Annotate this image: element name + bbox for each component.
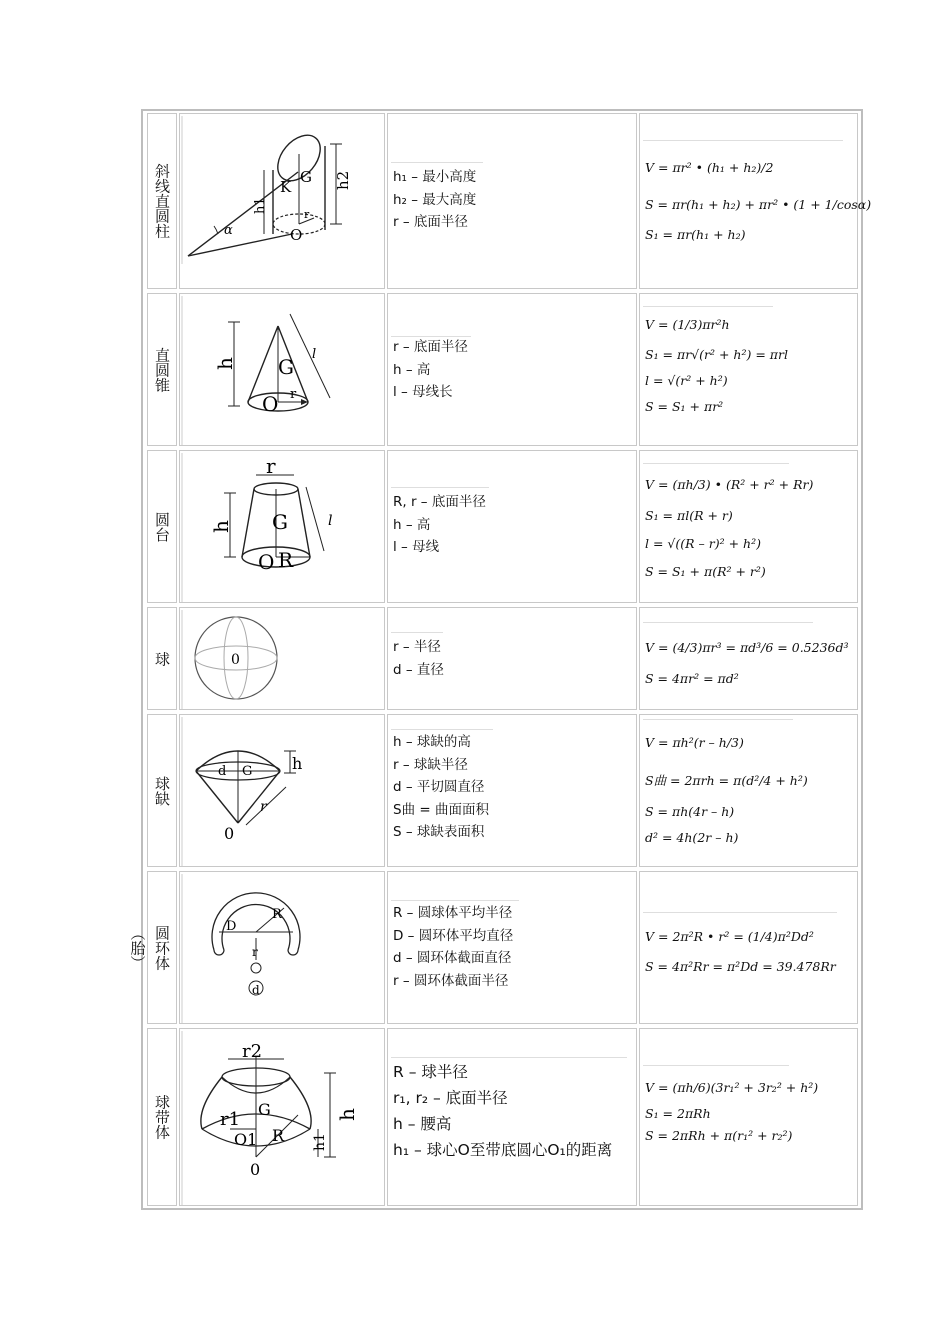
variable-definition: r – 球缺半径: [393, 756, 468, 773]
variable-definition: h – 腰高: [393, 1115, 452, 1133]
variable-definition: h₁ – 球心O至带底圆心O₁的距离: [393, 1141, 613, 1159]
figure-label: 0: [231, 652, 240, 668]
formula-cell: [639, 1028, 858, 1206]
variable-cell: [387, 113, 637, 289]
table-row: [143, 712, 861, 869]
variable-definition: h – 高: [393, 361, 431, 378]
figure-label: h1: [312, 1133, 328, 1151]
formula: S = 4π²Rr = π²Dd = 39.478Rr: [645, 959, 836, 974]
figure-label: h: [335, 1108, 359, 1121]
figure-label: r1: [220, 1109, 241, 1130]
formula: S₁ = πl(R + r): [645, 508, 733, 523]
variable-definition: R – 球半径: [393, 1063, 468, 1081]
figure-label: G: [272, 510, 288, 534]
formula: V = 2π²R • r² = (1/4)π²Dd²: [645, 929, 814, 944]
formula-cell: [639, 113, 872, 289]
table-row: [143, 291, 861, 448]
formula-cell: [639, 450, 858, 603]
figure-label: D: [226, 919, 237, 934]
shape-name-cell: [147, 607, 177, 710]
figure-label: h: [213, 357, 237, 370]
torus-figure: [180, 872, 384, 1023]
figure-label: h1: [253, 197, 268, 214]
formula: S = πh(4r – h): [645, 804, 735, 819]
formula: S = 2πRh + π(r₁² + r₂²): [645, 1128, 793, 1143]
formula: V = πr² • (h₁ + h₂)/2: [645, 160, 774, 175]
table-row: [143, 448, 861, 605]
figure-label: r: [252, 945, 258, 959]
figure-label: r2: [242, 1041, 263, 1062]
formula: S₁ = πr(h₁ + h₂): [645, 227, 746, 242]
variable-definition: d – 直径: [393, 661, 444, 678]
shape-name: 球缺: [153, 775, 171, 806]
figure-cell: [179, 293, 385, 446]
oblique-cylinder-figure: [180, 114, 384, 288]
formula: d² = 4h(2r – h): [645, 830, 739, 845]
figure-cell: [179, 871, 385, 1024]
table-row: [128, 869, 861, 1026]
figure-label: G: [242, 764, 253, 779]
figure-label: K: [280, 178, 292, 196]
formula: S = S₁ + π(R² + r²): [645, 564, 766, 579]
formula: S曲 = 2πrh = π(d²/4 + h²): [645, 773, 808, 788]
figure-label: r: [260, 799, 267, 815]
figure-label: l: [312, 347, 317, 362]
figure-label: h: [209, 520, 233, 533]
figure-label: G: [278, 355, 294, 379]
variable-definition: l – 母线: [393, 539, 440, 555]
figure-label: O: [262, 392, 279, 416]
formula: S = πr(h₁ + h₂) + πr² • (1 + 1/cosα): [645, 197, 872, 212]
sphere-figure: [180, 608, 384, 709]
shape-name: 圆环体（胎）: [128, 925, 171, 970]
figure-cell: [179, 450, 385, 603]
variable-cell: [387, 450, 637, 603]
shape-name: 圆台: [153, 511, 171, 542]
variable-definition: h – 高: [393, 516, 431, 533]
formula-cell: [639, 607, 858, 710]
formula-cell: [639, 293, 858, 446]
figure-label: R: [278, 548, 294, 572]
formula: S₁ = 2πRh: [645, 1106, 711, 1121]
shape-name: 球: [153, 651, 171, 666]
table-row: [143, 111, 872, 291]
variable-definition: r – 底面半径: [393, 214, 468, 230]
variable-definition: d – 圆环体截面直径: [393, 950, 512, 966]
variable-cell: [387, 714, 637, 867]
figure-label: r: [266, 454, 276, 478]
variable-cell: [387, 607, 637, 710]
variable-definition: r₁, r₂ – 底面半径: [393, 1089, 508, 1107]
shape-name-cell: [147, 450, 177, 603]
shape-name-cell: [128, 871, 177, 1024]
variable-definition: d – 平切圆直径: [393, 779, 485, 795]
formula: l = √(r² + h²): [645, 373, 728, 388]
figure-label: r: [304, 208, 310, 221]
shape-name-cell: [147, 1028, 177, 1206]
variable-definition: r – 底面半径: [393, 339, 468, 355]
figure-label: 0: [250, 1160, 261, 1179]
variable-definition: S曲 = 曲面面积: [393, 801, 489, 818]
figure-label: h: [292, 754, 303, 773]
formula: S₁ = πr√(r² + h²) = πrl: [645, 347, 788, 362]
frustum-figure: [180, 451, 384, 602]
variable-definition: l – 母线长: [393, 384, 453, 400]
variable-cell: [387, 293, 637, 446]
figure-label: R: [272, 1126, 285, 1145]
shape-name: 斜线直圆柱: [153, 163, 171, 239]
variable-definition: R – 圆球体平均半径: [393, 905, 513, 921]
variable-definition: h – 球缺的高: [393, 734, 471, 750]
figure-label: l: [328, 513, 333, 529]
spherical-cap-figure: [180, 715, 384, 866]
figure-label: r: [290, 387, 297, 402]
figure-label: d: [218, 764, 227, 779]
figure-cell: [179, 1028, 385, 1206]
variable-definition: h₁ – 最小高度: [393, 169, 477, 185]
shape-name: 球带体: [153, 1094, 171, 1140]
table-row: [143, 605, 861, 712]
formula: V = (πh/6)(3r₁² + 3r₂² + h²): [645, 1080, 819, 1095]
formula: S = S₁ + πr²: [645, 399, 724, 414]
formula-cell: [639, 714, 858, 867]
shape-name-cell: [147, 714, 177, 867]
spherical-zone-figure: [180, 1029, 384, 1205]
figure-cell: [179, 113, 385, 289]
table-row: [143, 1026, 861, 1208]
figure-label: G: [300, 168, 312, 186]
formula: S = 4πr² = πd²: [645, 671, 739, 686]
variable-definition: h₂ – 最大高度: [393, 191, 477, 208]
variable-definition: r – 圆环体截面半径: [393, 972, 509, 989]
figure-cell: [179, 714, 385, 867]
variable-definition: D – 圆环体平均直径: [393, 927, 514, 944]
variable-definition: R, r – 底面半径: [393, 494, 486, 510]
figure-label: G: [258, 1100, 271, 1119]
formula: l = √((R – r)² + h²): [645, 536, 761, 551]
figure-label: O: [290, 226, 303, 244]
formula: V = (πh/3) • (R² + r² + Rr): [645, 477, 814, 492]
variable-cell: [387, 1028, 637, 1206]
right-cone-figure: [180, 294, 384, 445]
figure-label: α: [224, 223, 233, 238]
figure-label: 0: [224, 824, 235, 843]
figure-label: h2: [334, 170, 352, 190]
variable-definition: r – 半径: [393, 639, 441, 655]
geometry-formula-table: [128, 109, 872, 1210]
formula: V = (4/3)πr³ = πd³/6 = 0.5236d³: [645, 640, 849, 655]
figure-label: R: [272, 907, 282, 922]
formula: V = πh²(r – h/3): [645, 735, 744, 750]
variable-cell: [387, 871, 637, 1024]
figure-label: d: [252, 983, 260, 997]
shape-name-cell: [147, 113, 177, 289]
formula-cell: [639, 871, 858, 1024]
formula: V = (1/3)πr²h: [645, 317, 730, 332]
variable-definition: S – 球缺表面积: [393, 824, 485, 840]
shape-name-cell: [147, 293, 177, 446]
figure-cell: [179, 607, 385, 710]
figure-label: O: [258, 550, 275, 574]
shape-name: 直圆锥: [153, 347, 171, 392]
figure-label: O1: [234, 1130, 258, 1149]
